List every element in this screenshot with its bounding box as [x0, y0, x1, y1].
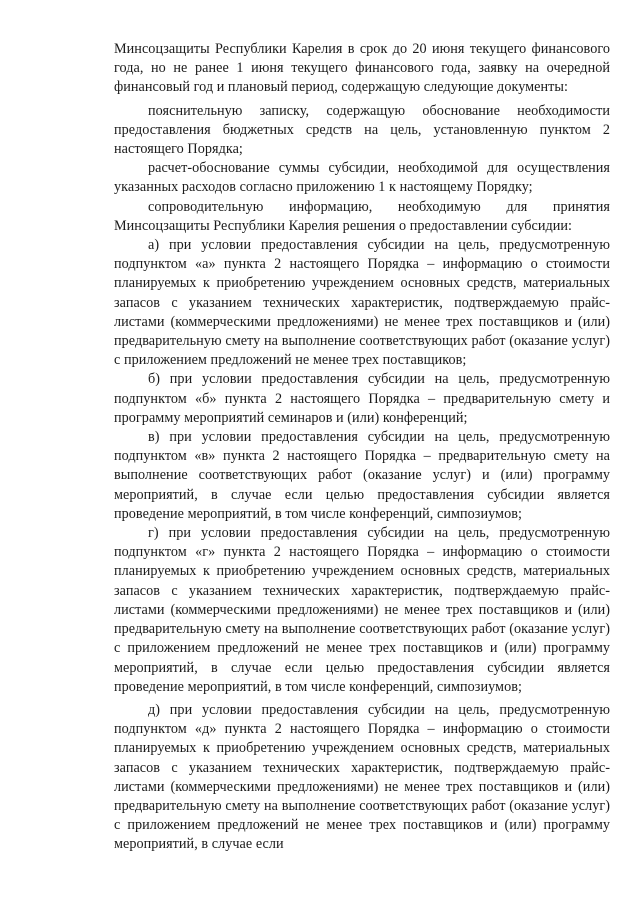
paragraph-item-v: в) при условии предоставления субсидии на цель, предусмотренную подпунктом «в» пункта 2 настоящего Порядка – предварительную смету на выполнение соответствующих работ (оказание услуг) и (или) программу мероприятий, в случае если целью предоставления субсидии является проведение мероприятий, в том числе конференций, симпозиумов; [114, 429, 610, 522]
paragraph-calculation: расчет-обоснование суммы субсидии, необходимой для осуществления указанных расходов согласно приложению 1 к настоящему Порядку; [114, 160, 610, 196]
paragraph-item-a: а) при условии предоставления субсидии на цель, предусмотренную подпунктом «а» пункта 2 настоящего Порядка – информацию о стоимости планируемых к приобретению учреждением основных средств, материальных запасов с указанием технических характеристик, подтверждаемую прайс-листами (коммерческими предложениями) не менее трех поставщиков и (или) предварительную смету на выполнение соответствующих работ (оказание услуг) с приложением предложений не менее трех поставщиков; [114, 237, 610, 369]
paragraph-item-g: г) при условии предоставления субсидии на цель, предусмотренную подпунктом «г» пункта 2 настоящего Порядка – информацию о стоимости планируемых к приобретению учреждением основных средств, материальных запасов с указанием технических характеристик, подтверждаемую прайс-листами (коммерческими предложениями) не менее трех поставщиков и (или) предварительную смету на выполнение соответствующих работ (оказание услуг) с приложением предложений не менее трех поставщиков и (или) программу мероприятий, в случае если целью предоставления субсидии является проведение мероприятий, в том числе конференций, симпозиумов; [114, 525, 610, 695]
paragraph-explanatory-note: пояснительную записку, содержащую обоснование необходимости предоставления бюджетных средств на цель, установленную пунктом 2 настоящего Порядка; [114, 102, 610, 158]
paragraph-accompanying-info: сопроводительную информацию, необходимую для принятия Минсоцзащиты Республики Карелия решения о предоставлении субсидии: [114, 198, 610, 234]
paragraph-item-d: д) при условии предоставления субсидии на цель, предусмотренную подпунктом «д» пункта 2 настоящего Порядка – информацию о стоимости планируемых к приобретению учреждением основных средств, материальных запасов с указанием технических характеристик, подтверждаемую прайс-листами (коммерческими предложениями) не менее трех поставщиков и (или) предварительную смету на выполнение соответствующих работ (оказание услуг) с приложением предложений не менее трех поставщиков и (или) программу мероприятий, в случае если [114, 701, 610, 853]
paragraph-item-b: б) при условии предоставления субсидии на цель, предусмотренную подпунктом «б» пункта 2 настоящего Порядка – предварительную смету и программу мероприятий семинаров и (или) конференций; [114, 371, 610, 426]
paragraph-intro: Минсоцзащиты Республики Карелия в срок до 20 июня текущего финансового года, но не ранее 1 июня текущего финансового года, заявку на очередной финансовый год и плановый период, содержащую следующие документы: [114, 41, 610, 96]
